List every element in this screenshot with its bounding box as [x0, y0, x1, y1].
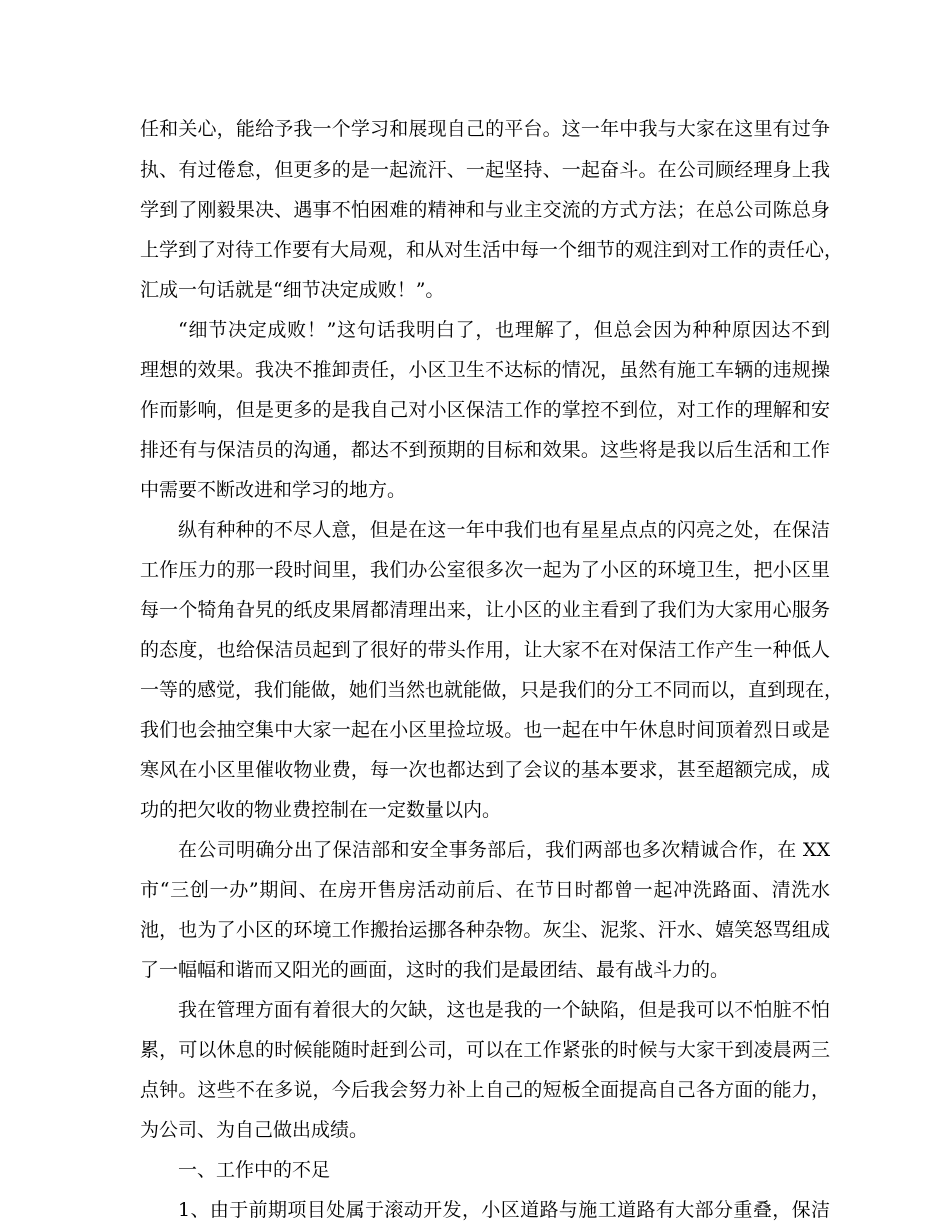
- text-line: 每一个犄角旮旯的纸皮果屑都清理出来，让小区的业主看到了我们为大家用心服务: [140, 599, 830, 621]
- text-line: 1、由于前期项目处属于滚动开发，小区道路与施工道路有大部分重叠，保洁: [178, 1199, 830, 1221]
- text-line: 作而影响，但是更多的是我自己对小区保洁工作的掌控不到位，对工作的理解和安: [140, 399, 830, 421]
- text-line: 我在管理方面有着很大的欠缺，这也是我的一个缺陷，但是我可以不怕脏不怕: [178, 999, 830, 1021]
- text-line: 上学到了对待工作要有大局观，和从对生活中每一个细节的观注到对工作的责任心，: [140, 239, 844, 261]
- text-line: 一等的感觉，我们能做，她们当然也就能做，只是我们的分工不同而以，直到现在，: [140, 679, 844, 701]
- section-heading: 一、工作中的不足: [178, 1159, 331, 1181]
- text-line: 功的把欠收的物业费控制在一定数量以内。: [140, 799, 502, 821]
- text-line: 执、有过倦怠，但更多的是一起流汗、一起坚持、一起奋斗。在公司顾经理身上我: [140, 159, 830, 181]
- text-line: 点钟。这些不在多说，今后我会努力补上自己的短板全面提高自己各方面的能力，: [140, 1079, 830, 1101]
- text-line: 中需要不断改进和学习的地方。: [140, 479, 407, 501]
- text-line: 市“三创一办”期间、在房开售房活动前后、在节日时都曾一起冲洗路面、清洗水: [140, 879, 830, 901]
- text-line: 在公司明确分出了保洁部和安全事务部后，我们两部也多次精诚合作，在 XX: [178, 839, 830, 861]
- text-line: 了一幅幅和谐而又阳光的画面，这时的我们是最团结、最有战斗力的。: [140, 959, 730, 981]
- text-line: 我们也会抽空集中大家一起在小区里捡垃圾。也一起在中午休息时间顶着烈日或是: [140, 719, 830, 741]
- text-line: 汇成一句话就是“细节决定成败！”。: [140, 279, 445, 301]
- text-line: 纵有种种的不尽人意，但是在这一年中我们也有星星点点的闪亮之处，在保洁: [178, 519, 830, 541]
- text-line: 的态度，也给保洁员起到了很好的带头作用，让大家不在对保洁工作产生一种低人: [140, 639, 830, 661]
- text-line: 寒风在小区里催收物业费，每一次也都达到了会议的基本要求，甚至超额完成，成: [140, 759, 830, 781]
- text-line: 池，也为了小区的环境工作搬抬运挪各种杂物。灰尘、泥浆、汗水、嬉笑怒骂组成: [140, 919, 830, 941]
- text-line: “细节决定成败！”这句话我明白了，也理解了，但总会因为种种原因达不到: [178, 319, 830, 341]
- text-line: 累，可以休息的时候能随时赶到公司，可以在工作紧张的时候与大家干到凌晨两三: [140, 1039, 830, 1061]
- text-line: 任和关心，能给予我一个学习和展现自己的平台。这一年中我与大家在这里有过争: [140, 118, 830, 140]
- text-line: 理想的效果。我决不推卸责任，小区卫生不达标的情况，虽然有施工车辆的违规操: [140, 359, 830, 381]
- text-line: 排还有与保洁员的沟通，都达不到预期的目标和效果。这些将是我以后生活和工作: [140, 439, 830, 461]
- text-line: 工作压力的那一段时间里，我们办公室很多次一起为了小区的环境卫生，把小区里: [140, 559, 830, 581]
- text-line: 学到了刚毅果决、遇事不怕困难的精神和与业主交流的方式方法；在总公司陈总身: [140, 199, 830, 221]
- text-line: 为公司、为自己做出成绩。: [140, 1119, 369, 1141]
